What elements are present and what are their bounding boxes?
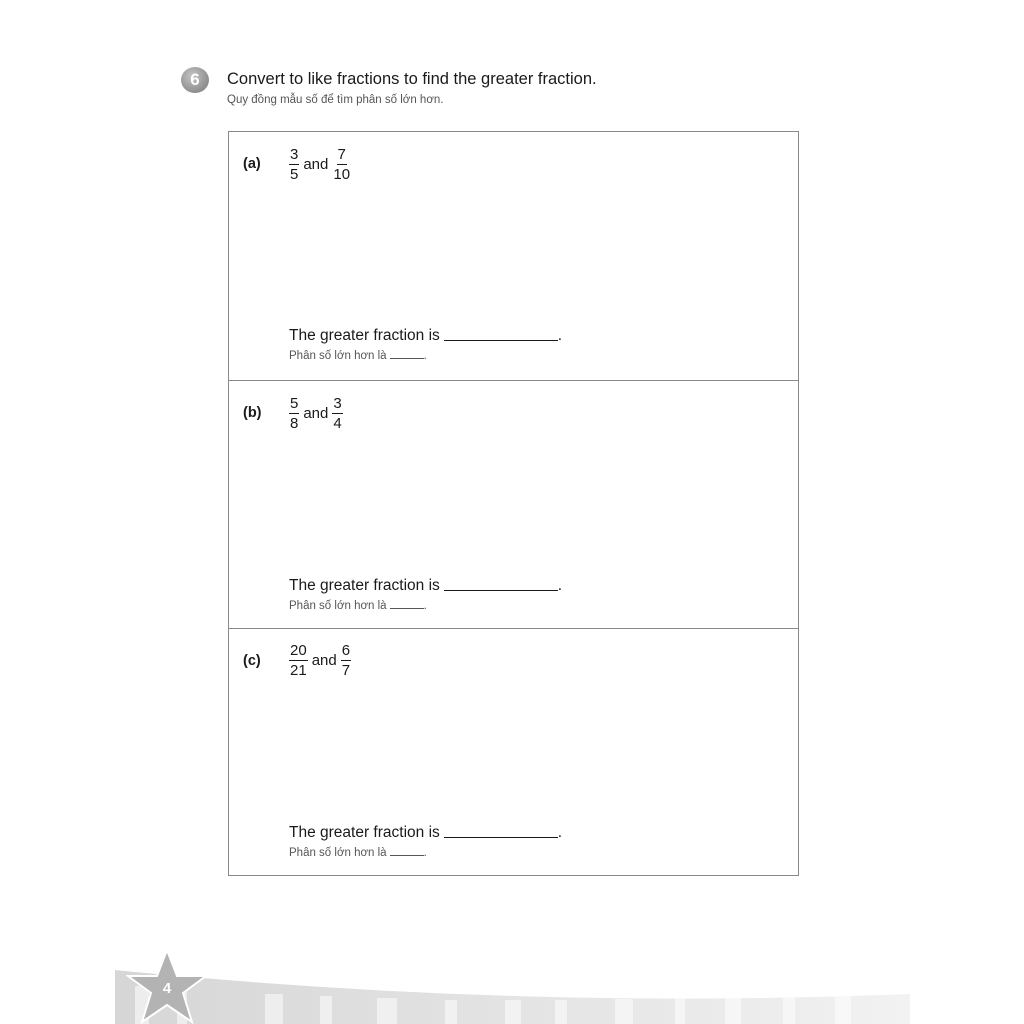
answer-blank-b[interactable] [444,590,558,591]
fraction-denominator: 4 [333,415,342,432]
page-number-star [126,948,208,1024]
question-number-badge [181,67,209,93]
answer-end: . [557,824,563,841]
and-text: and [303,156,329,173]
fraction-b-1 [289,396,299,431]
footer-band [115,966,910,1024]
answer-vi-text: Phân số lớn hơn là [289,600,387,612]
fraction-a-2 [332,147,351,182]
question-title: Convert to like fractions to find the greater fraction. [227,70,597,88]
fraction-c-2 [341,643,351,678]
answer-vi-text: Phân số lớn hơn là [289,350,387,362]
answer-line-vi-a [289,350,427,362]
answer-line-vi-c [289,847,427,859]
problem-b [289,396,343,431]
answer-end: . [557,327,563,344]
answer-box-b [228,380,799,629]
fraction-b-2 [332,396,342,431]
fraction-numerator: 5 [290,395,299,412]
and-text: and [311,652,337,669]
answer-vi-end: . [423,600,427,612]
answer-vi-text: Phân số lớn hơn là [289,847,387,859]
fraction-denominator: 21 [290,662,307,679]
fraction-numerator: 20 [290,642,307,659]
answer-blank-c[interactable] [444,837,558,838]
answer-vi-end: . [423,350,427,362]
fraction-numerator: 7 [337,146,346,163]
fraction-a-1 [289,147,299,182]
answer-text: The greater fraction is [289,824,440,841]
answer-vi-blank-a [390,358,424,359]
fraction-numerator: 3 [290,146,299,163]
problem-a [289,147,351,182]
answer-vi-end: . [423,847,427,859]
answer-vi-blank-b [390,608,424,609]
part-letter-c: (c) [243,653,261,669]
answer-line-vi-b [289,600,427,612]
fraction-denominator: 8 [290,415,299,432]
answer-line-c [289,824,562,842]
question-number: 6 [190,70,200,89]
answer-line-a [289,327,562,345]
answer-text: The greater fraction is [289,577,440,594]
answer-line-b [289,577,562,595]
fraction-numerator: 6 [341,642,351,659]
and-text: and [303,405,329,422]
answer-blank-a[interactable] [444,340,558,341]
answer-box-c [228,628,799,876]
fraction-c-1 [289,643,308,678]
part-letter-b: (b) [243,405,262,421]
page-number: 4 [162,980,172,997]
answer-vi-blank-c [390,855,424,856]
answer-box-a [228,131,799,381]
question-subtitle: Quy đồng mẫu số để tìm phân số lớn hơn. [227,94,444,106]
answer-end: . [557,577,563,594]
fraction-denominator: 10 [333,166,351,183]
fraction-denominator: 7 [341,662,351,679]
answer-text: The greater fraction is [289,327,440,344]
part-letter-a: (a) [243,156,261,172]
fraction-numerator: 3 [333,395,342,412]
problem-c [289,643,351,678]
fraction-denominator: 5 [290,166,299,183]
